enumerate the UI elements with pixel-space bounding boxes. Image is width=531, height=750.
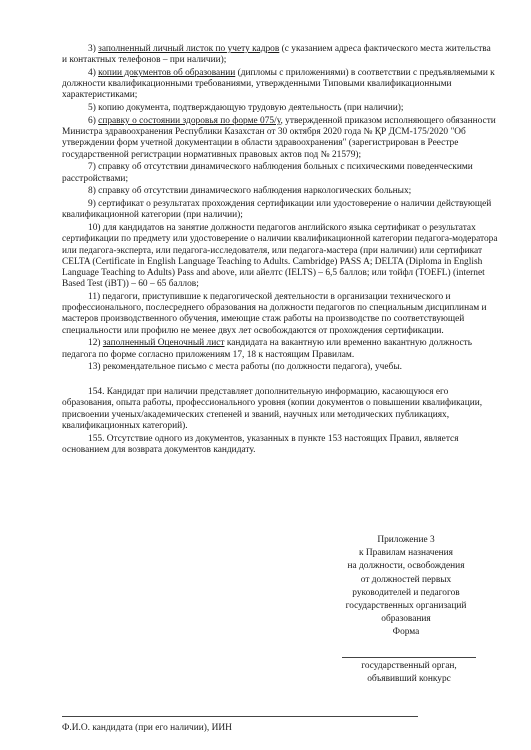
fio-line: [62, 716, 418, 717]
list-item: [62, 223, 498, 290]
list-item: [62, 199, 498, 221]
org-caption: [340, 660, 478, 686]
requirements-list: [62, 44, 498, 458]
item-text: 8) справку об отсутствии динамического наблюдения наркологических больных;: [88, 186, 412, 197]
org-caption-line: государственный орган,: [361, 661, 457, 671]
list-item: [62, 292, 498, 337]
paragraph: 154. Кандидат при наличии представляет дополнительную информацию, касающуюся его образования, опыта работы, профессионального уровня (копии документов о повышении квалификации, присвоении ученых/академических степеней и званий, научных или методических публикациях, квалификационных категорий).: [62, 387, 483, 431]
document-link[interactable]: заполненный Оценочный лист: [102, 338, 225, 349]
item-text: 6): [88, 116, 99, 126]
item-text: 3): [88, 44, 99, 54]
spacer: [62, 375, 498, 387]
item-text: кандидата на вакантную или временно вакантную должность педагога по форме согласно приложениям 17, 18 к настоящим Правилам.: [62, 338, 472, 360]
list-item: [62, 103, 498, 114]
org-signature-line: [342, 657, 476, 658]
item-text: , утвержденной приказом исполняющего обязанности Министра здравоохранения Республики Казахстан от 30 октября 2020 года № ҚР ДСМ-175/2020 "Об утверждении форм учетной документации в области здравоохранения" (зарегистрирован в Реестре государственной регистрации нормативных правовых актов под № 21579);: [62, 116, 496, 160]
item-text: 5) копию документа, подтверждающую трудовую деятельность (при наличии);: [88, 103, 404, 114]
item-text: 11) педагоги, приступившие к педагогической деятельности в организации технического и профессионального, послесреднего образования на должности педагогов по специальным дисциплинам и мастеров производственного обучения, имеющие стаж работы на производстве по соответствующей специальности или профилю не менее двух лет освобождаются от прохождения сертификации.: [62, 292, 487, 336]
item-text: (с указанием адреса фактического места жительства и контактных телефонов – при наличии);: [62, 44, 491, 66]
appendix-line: образования: [381, 614, 431, 625]
list-item: [62, 116, 498, 161]
item-text: 13) рекомендательное письмо с места работы (по должности педагога), учебы.: [88, 362, 402, 373]
form-label: Форма: [392, 627, 420, 638]
list-item: [62, 44, 498, 66]
appendix-line: от должностей первых: [360, 574, 452, 585]
appendix-line: на должности, освобождения: [347, 561, 465, 572]
item-text: 9) сертификат о результатах прохождения сертификации или удостоверение о наличии действующей квалификационной категории (при наличии);: [62, 199, 492, 221]
list-item: [62, 162, 498, 184]
fio-caption: Ф.И.О. кандидата (при его наличии), ИИН: [62, 723, 232, 733]
paragraph: 155. Отсутствие одного из документов, указанных в пункте 153 настоящих Правил, является основанием для возврата документов кандидату.: [62, 433, 459, 455]
item-text: 4): [88, 68, 99, 78]
appendix-title: Приложение 3: [377, 535, 435, 545]
document-link[interactable]: справку о состоянии здоровья по форме 075/у: [98, 116, 281, 126]
document-link[interactable]: копии документов об образовании: [98, 68, 236, 78]
appendix-header: [340, 534, 472, 640]
item-text: (дипломы с приложениями) в соответствии с предъявляемыми к должности квалификационными требованиями, утвержденными Типовыми квалификационными характеристиками;: [62, 68, 495, 101]
list-item: [62, 68, 498, 102]
list-item: [62, 338, 498, 360]
appendix-line: руководителей и педагогов: [352, 587, 460, 598]
item-text: 7) справку об отсутствии динамического наблюдения больных с психическими поведенческими расстройствами;: [62, 162, 473, 184]
list-item: [62, 362, 498, 373]
appendix-line: государственных организаций: [345, 601, 467, 612]
appendix-line: к Правилам назначения: [359, 548, 453, 559]
document-link[interactable]: заполненный личный листок по учету кадров: [98, 44, 280, 54]
list-item: [62, 186, 498, 197]
item-text: 10) для кандидатов на занятие должности педагогов английского языка сертификат о результатах сертификации по предмету или удостоверение о наличии квалификационной категории педагога-модератора или педагога-эксперта, или педагога-исследователя, или педагога-мастера (при наличии) или сертификат CELTA (Certificate in English Language Teaching to Adults. Cambridge) PASS A; DELTA (Diploma in English Language Teaching to Adults) Pass and above, или айелтс (IELTS) – 6,5 баллов; или тойфл (TOEFL) (internet Based Test (iBT)) – 60 – 65 баллов;: [62, 223, 498, 290]
org-caption-line: объявивший конкурс: [367, 674, 451, 685]
item-text: 12): [88, 338, 103, 349]
